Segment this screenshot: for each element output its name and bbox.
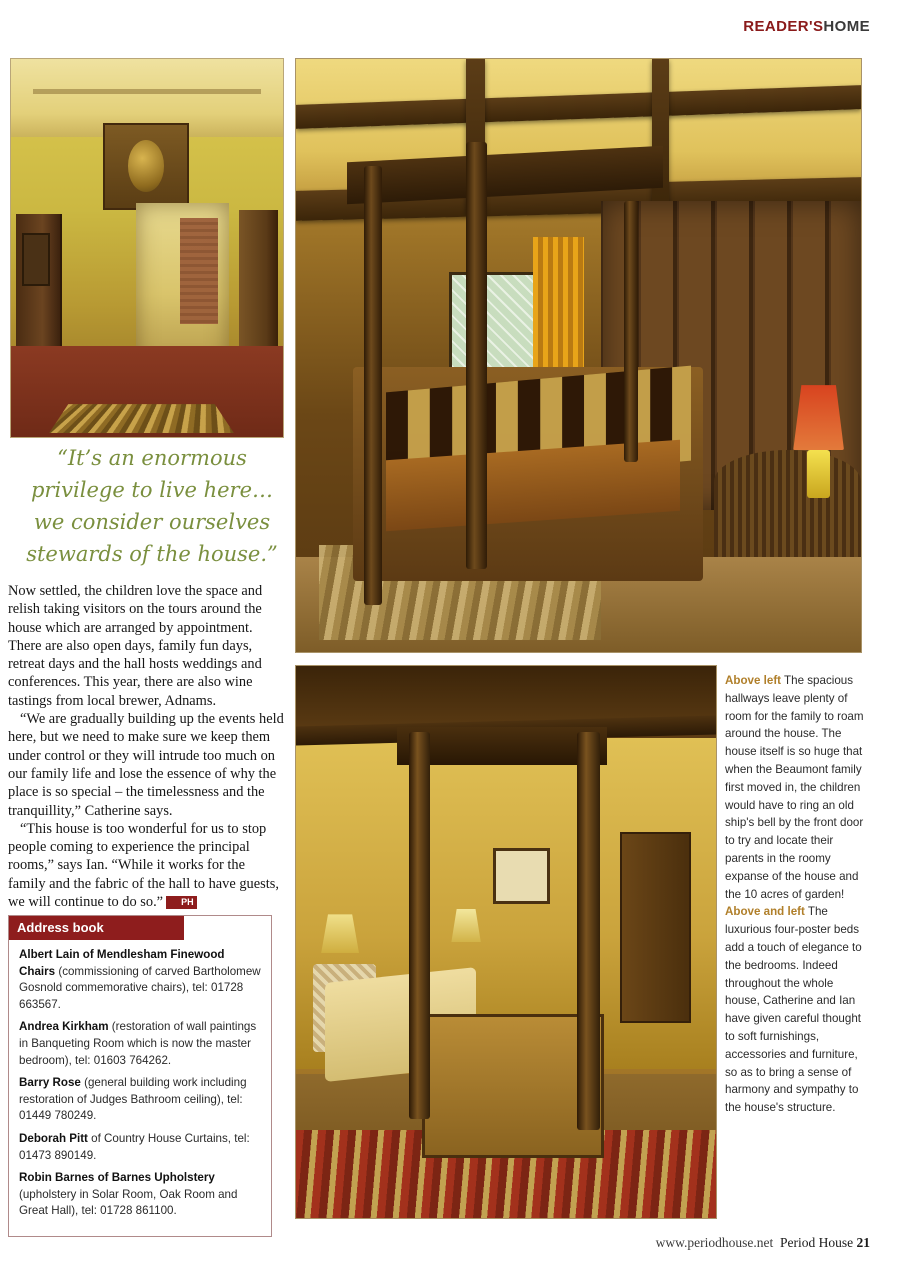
bed-post [577,732,600,1129]
end-of-article-mark: PH [166,896,197,909]
page-footer [656,1235,870,1251]
bed-post [466,142,487,569]
lamp-base [807,450,830,497]
body-paragraph-2: “We are gradually building up the events held here, but we need to make sure we keep them under control or they will intrude too much on our family life and lose the essence of why the place is so special – the timelessness and the tranquillity,” Catherine says. [8,711,284,819]
body-paragraph-3 [8,820,284,911]
address-book-entry [19,1170,261,1220]
address-book-entry-detail: (general building work including restoration of Judges Bathroom ceiling), tel: 01449 780249. [19,1076,247,1123]
address-book-entry [19,1075,261,1125]
address-book-entry-name: Robin Barnes of Barnes Upholstery [19,1171,215,1185]
body-paragraph-3-text: “This house is too wonderful for us to stop people coming to experience the principal rooms,” says Ian. “While it works for the family and the fabric of the hall to have guests, we will continue to do so.” [8,820,279,911]
body-paragraph-1: Now settled, the children love the space and relish taking visitors on the tours around the house which are arranged by appointment. There are also open days, family fun days, retreat days and the hall hosts weddings and conferences. This year, there are also wine tastings from local brewer, Adnams. [8,583,263,709]
wall-picture [493,848,549,904]
photo-hallway [10,58,284,438]
address-book-entry-name: Deborah Pitt [19,1131,88,1145]
article-body [8,582,284,911]
address-book-entry [19,1131,261,1164]
address-book-entry [19,947,261,1013]
bed-post [624,201,639,462]
caption-above-left [725,672,867,903]
address-book-entry-detail: (restoration of wall paintings in Banqueting Room which is now the master bedroom), tel: 01603 764262. [19,1020,257,1067]
address-book-entry-name: Barry Rose [19,1076,81,1090]
footer-publication: Period House [780,1235,854,1250]
caption-text: The luxurious four-poster beds add a touch of elegance to the bedrooms. Indeed throughout the whole house, Catherine and Ian have given careful thought to soft furnishings, accessories and furniture, so as to bring a sense of harmony and sympathy to the house's structure. [725,905,862,1115]
header-home-label: HOME [823,18,870,35]
caption-above-and-left [725,903,867,1117]
address-book-entry-name: Andrea Kirkham [19,1020,109,1034]
pull-quote: “It’s an enormous privilege to live here… we consider ourselves stewards of the house.” [26,446,278,566]
footer-page-number: 21 [856,1235,870,1250]
hallway-carved-panel [103,123,189,210]
address-book-entry-detail: (upholstery in Solar Room, Oak Room and Great Hall), tel: 01728 861100. [19,1187,238,1218]
bedroom2-door [620,832,691,1024]
caption-lead: Above and left [725,905,805,919]
address-book-panel [8,915,272,1237]
hallway-brick-wall [180,218,218,324]
footer-website: www.periodhouse.net [655,1235,774,1250]
hallway-runner-rug [49,404,234,433]
address-book-list [9,940,271,1220]
address-book-entry [19,1019,261,1069]
bed-post [409,732,430,1118]
caption-text: The spacious hallways leave plenty of room for the family to roam around the house. The house itself is so huge that when the Beaumont family first moved in, the children would have to ring an old ship's bell by the front door to try and locate their parents in the roomy expanse of the house and the 10 acres of garden! [725,674,864,901]
hallway-picture-frame [22,233,50,286]
address-book-title: Address book [9,916,184,940]
photo-second-bedroom [295,665,717,1219]
photo-captions [725,672,867,1117]
header-readers-label: READER'S [743,18,824,35]
ceiling-beam [652,59,669,213]
bed-post [364,166,382,605]
address-book-entry-detail: of Country House Curtains, tel: 01473 890149. [19,1131,250,1162]
photo-master-bedroom [295,58,862,653]
address-book-entry-detail: (commissioning of carved Bartholomew Gosnold commemorative chairs), tel: 01728 663567. [19,964,261,1011]
page-header [743,18,870,35]
caption-lead: Above left [725,674,782,687]
hallway-door-right [239,210,277,361]
table-lamp [793,385,844,450]
address-book-entry-name: Albert Lain of Mendlesham Finewood Chairs [19,948,225,978]
